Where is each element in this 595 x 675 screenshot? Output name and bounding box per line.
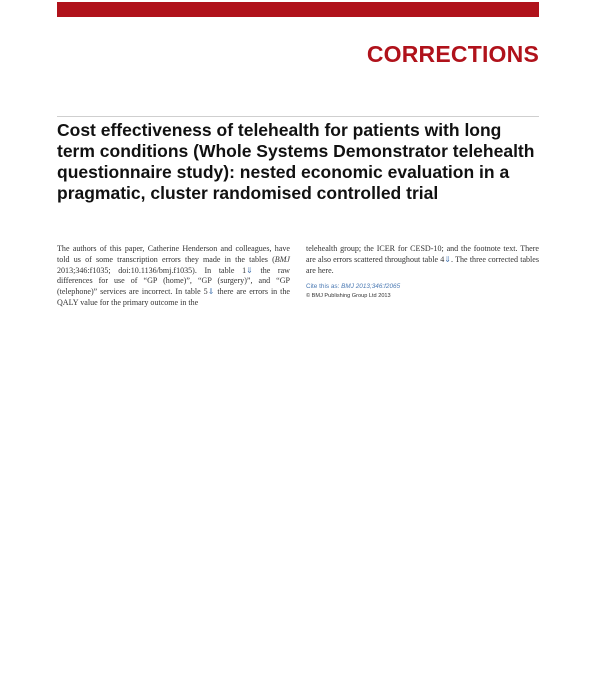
citation-reference[interactable]: BMJ 2013;346:f2065 <box>341 283 401 291</box>
table-4-link[interactable]: ⇓ <box>444 254 452 264</box>
header-divider <box>57 116 539 117</box>
body-text-4b: telehealth group; the ICER for CESD-10; and the footnote text. There are also errors scattered throughout table 4 <box>306 244 539 264</box>
body-text-4a: there are errors in the QALY value for the primary outcome in the <box>57 287 290 307</box>
body-text-3: the raw differences for use of “GP (home)”, “GP (surgery)”, and “GP (telephone)” services are incorrect. In table 5 <box>57 265 290 297</box>
body-column-left <box>57 244 290 309</box>
citation-prefix: Cite this as: <box>306 283 342 291</box>
body-paragraph-continued <box>306 244 539 276</box>
table-5-link[interactable]: ⇓ <box>207 287 215 297</box>
copyright-notice: © BMJ Publishing Group Ltd 2013 <box>306 293 391 300</box>
body-paragraph <box>57 244 290 309</box>
table-1-link[interactable]: ⇓ <box>246 265 253 275</box>
body-text-5: . The three corrected tables are here. <box>306 254 539 275</box>
top-color-bar <box>57 2 539 17</box>
body-text-2: 2013;346:f1035; doi:10.1136/bmj.f1035). In table 1 <box>57 265 247 275</box>
body-column-right <box>306 244 539 300</box>
citation <box>306 282 539 291</box>
section-label: CORRECTIONS <box>366 41 539 67</box>
body-text-1: The authors of this paper, Catherine Henderson and colleagues, have told us of some transcription errors they made in the tables ( <box>57 244 290 264</box>
journal-name: BMJ <box>274 254 290 264</box>
article-title: Cost effectiveness of telehealth for patients with long term conditions (Whole Systems Demonstrator telehealth questionnaire study): nested economic evaluation in a pragmatic, cluster randomised controlled trial <box>57 120 535 203</box>
